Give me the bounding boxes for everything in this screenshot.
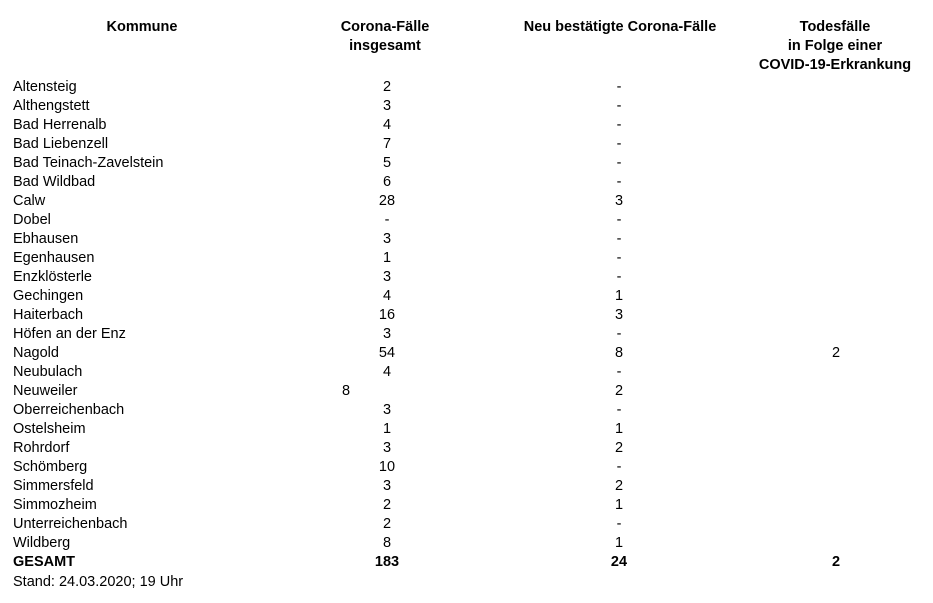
cell-kommune: Bad Liebenzell (13, 136, 109, 152)
cell-new: - (616, 459, 622, 475)
header-new-cases (505, 18, 735, 37)
cell-total: 28 (378, 193, 396, 209)
cell-new: - (616, 402, 622, 418)
header-kommune-label: Kommune (106, 19, 178, 35)
table-row (0, 97, 933, 116)
cell-kommune: Simmersfeld (13, 478, 94, 494)
table-row (0, 268, 933, 287)
cell-new: 3 (614, 307, 624, 323)
cell-kommune: Gechingen (13, 288, 84, 304)
cell-new: - (616, 250, 622, 266)
cell-new: - (616, 269, 622, 285)
table-row (0, 496, 933, 515)
cell-kommune: Schömberg (13, 459, 88, 475)
header-deaths-line2: in Folge einer (787, 38, 883, 54)
cell-new: - (616, 117, 622, 133)
cell-deaths: 2 (831, 554, 841, 570)
header-deaths (740, 18, 930, 75)
header-total-line1: Corona-Fälle (340, 19, 430, 35)
cell-kommune: Dobel (13, 212, 51, 228)
cell-total: 54 (378, 345, 396, 361)
header-deaths-line1: Todesfälle (799, 19, 871, 35)
cell-new: 3 (614, 193, 624, 209)
header-new-label: Neu bestätigte Corona-Fälle (523, 19, 717, 35)
table-row (0, 192, 933, 211)
table-row (0, 420, 933, 439)
cell-kommune: Enzklösterle (13, 269, 92, 285)
cell-new: - (616, 174, 622, 190)
table-row (0, 458, 933, 477)
table-row (0, 211, 933, 230)
status-timestamp: Stand: 24.03.2020; 19 Uhr (13, 574, 184, 590)
cell-kommune: Rohrdorf (13, 440, 70, 456)
cell-total: 5 (382, 155, 392, 171)
cell-kommune: Calw (13, 193, 46, 209)
cell-total: 2 (382, 497, 392, 513)
cell-new: 8 (614, 345, 624, 361)
cell-total: 4 (382, 364, 392, 380)
municipality-table (0, 78, 933, 572)
table-row (0, 363, 933, 382)
cell-total: 4 (382, 117, 392, 133)
header-kommune (82, 18, 202, 37)
cell-total: 3 (382, 478, 392, 494)
header-deaths-line3: COVID-19-Erkrankung (758, 57, 912, 73)
cell-new: - (616, 364, 622, 380)
cell-kommune: Neuweiler (13, 383, 78, 399)
cell-new: 1 (614, 535, 624, 551)
cell-kommune: Egenhausen (13, 250, 95, 266)
table-row (0, 325, 933, 344)
cell-new: - (616, 155, 622, 171)
total-row (0, 553, 933, 572)
table-row (0, 515, 933, 534)
cell-total: 8 (382, 535, 392, 551)
cell-total: 183 (374, 554, 400, 570)
table-row (0, 249, 933, 268)
cell-kommune: Altensteig (13, 79, 77, 95)
cell-kommune: Bad Wildbad (13, 174, 96, 190)
table-row (0, 306, 933, 325)
cell-kommune: Simmozheim (13, 497, 97, 513)
cell-new: 2 (614, 440, 624, 456)
cell-total: 3 (382, 402, 392, 418)
table-row (0, 401, 933, 420)
table-row (0, 477, 933, 496)
cell-total: 1 (382, 250, 392, 266)
cell-kommune: Ostelsheim (13, 421, 86, 437)
header-total-cases (315, 18, 455, 56)
cell-new: - (616, 326, 622, 342)
cell-total: 8 (341, 383, 351, 399)
cell-total: 3 (382, 231, 392, 247)
cell-total: 10 (378, 459, 396, 475)
cell-new: - (616, 516, 622, 532)
table-row (0, 116, 933, 135)
cell-total: 4 (382, 288, 392, 304)
cell-total: 16 (378, 307, 396, 323)
cell-new: 1 (614, 288, 624, 304)
cell-total: 3 (382, 269, 392, 285)
cell-new: - (616, 212, 622, 228)
cell-total: 1 (382, 421, 392, 437)
cell-new: - (616, 98, 622, 114)
table-row (0, 135, 933, 154)
table-row (0, 78, 933, 97)
cell-kommune: Haiterbach (13, 307, 84, 323)
cell-total: 3 (382, 326, 392, 342)
cell-kommune: Ebhausen (13, 231, 79, 247)
table-row (0, 534, 933, 553)
cell-new: 24 (610, 554, 628, 570)
cell-new: 2 (614, 478, 624, 494)
cell-total: 7 (382, 136, 392, 152)
table-row (0, 154, 933, 173)
table-row (0, 439, 933, 458)
cell-total: 3 (382, 440, 392, 456)
table-row (0, 230, 933, 249)
cell-total: 6 (382, 174, 392, 190)
cell-new: - (616, 79, 622, 95)
table-row (0, 173, 933, 192)
cell-kommune: Unterreichenbach (13, 516, 128, 532)
cell-new: 1 (614, 421, 624, 437)
table-row (0, 287, 933, 306)
cell-total: 2 (382, 79, 392, 95)
cell-kommune: Nagold (13, 345, 59, 361)
cell-new: 2 (614, 383, 624, 399)
cell-deaths: 2 (831, 345, 841, 361)
table-row (0, 344, 933, 363)
cell-total: - (384, 212, 390, 228)
cell-new: - (616, 136, 622, 152)
cell-kommune: Oberreichenbach (13, 402, 125, 418)
cell-kommune: Wildberg (13, 535, 71, 551)
cell-total: 3 (382, 98, 392, 114)
cell-new: 1 (614, 497, 624, 513)
cell-kommune: Althengstett (13, 98, 90, 114)
cell-kommune: Bad Herrenalb (13, 117, 107, 133)
cell-total: 2 (382, 516, 392, 532)
cell-kommune: GESAMT (13, 554, 76, 570)
table-row (0, 382, 933, 401)
cell-kommune: Neubulach (13, 364, 83, 380)
header-total-line2: insgesamt (349, 38, 421, 54)
cell-kommune: Bad Teinach-Zavelstein (13, 155, 164, 171)
cell-new: - (616, 231, 622, 247)
cell-kommune: Höfen an der Enz (13, 326, 126, 342)
